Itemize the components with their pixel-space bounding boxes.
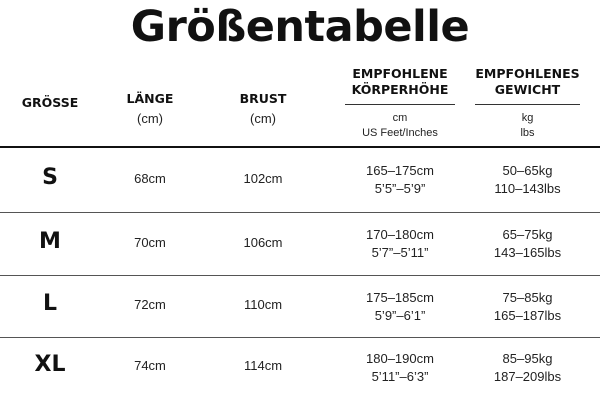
- weight-kg-value: 75–85kg: [502, 290, 553, 305]
- chest-value: 114cm: [243, 358, 283, 373]
- weight-lbs-value: 187–209lbs: [493, 369, 562, 384]
- chest-value: 106cm: [243, 235, 283, 250]
- size-label: XL: [34, 352, 66, 377]
- row-divider: [0, 212, 600, 213]
- weight-lbs-value: 143–165lbs: [493, 245, 562, 260]
- height-cm-value: 165–175cm: [366, 163, 434, 178]
- row-divider: [0, 337, 600, 338]
- header-divider: [0, 146, 600, 148]
- header-weight-line2: GEWICHT: [494, 82, 561, 97]
- header-height-unit-cm: cm: [392, 112, 408, 124]
- weight-lbs-value: 110–143lbs: [494, 181, 561, 196]
- length-value: 68cm: [134, 171, 166, 186]
- header-weight-unit-lbs: lbs: [520, 127, 535, 139]
- height-ft-value: 5’5”–5’9”: [374, 181, 426, 196]
- header-height-line1: EMPFOHLENE: [352, 66, 448, 81]
- header-height-line2: KÖRPERHÖHE: [351, 82, 449, 97]
- header-chest: BRUST: [239, 91, 287, 106]
- header-size: GRÖSSE: [21, 95, 79, 110]
- header-weight-underline: [475, 104, 580, 105]
- length-value: 70cm: [134, 235, 166, 250]
- header-length: LÄNGE: [126, 91, 174, 106]
- height-cm-value: 180–190cm: [366, 351, 434, 366]
- header-weight-unit-kg: kg: [521, 112, 534, 124]
- page-title: Größentabelle: [130, 2, 470, 52]
- height-cm-value: 170–180cm: [366, 227, 434, 242]
- header-height-unit-ft: US Feet/Inches: [362, 127, 438, 139]
- header-weight-line1: EMPFOHLENES: [475, 66, 580, 81]
- height-ft-value: 5’7”–5’11”: [371, 245, 429, 260]
- header-length-unit: (cm): [137, 111, 163, 126]
- weight-kg-value: 65–75kg: [502, 227, 553, 242]
- row-divider: [0, 275, 600, 276]
- height-cm-value: 175–185cm: [366, 290, 434, 305]
- size-label: L: [42, 291, 58, 316]
- weight-kg-value: 85–95kg: [502, 351, 553, 366]
- height-ft-value: 5’9”–6’1”: [374, 308, 426, 323]
- size-label: S: [42, 165, 58, 190]
- weight-kg-value: 50–65kg: [502, 163, 553, 178]
- height-ft-value: 5’11”–6’3”: [371, 369, 429, 384]
- weight-lbs-value: 165–187lbs: [493, 308, 562, 323]
- header-height-underline: [345, 104, 455, 105]
- chest-value: 102cm: [243, 171, 283, 186]
- header-chest-unit: (cm): [250, 111, 276, 126]
- size-label: M: [39, 229, 61, 254]
- length-value: 72cm: [134, 297, 166, 312]
- length-value: 74cm: [134, 358, 166, 373]
- chest-value: 110cm: [243, 297, 283, 312]
